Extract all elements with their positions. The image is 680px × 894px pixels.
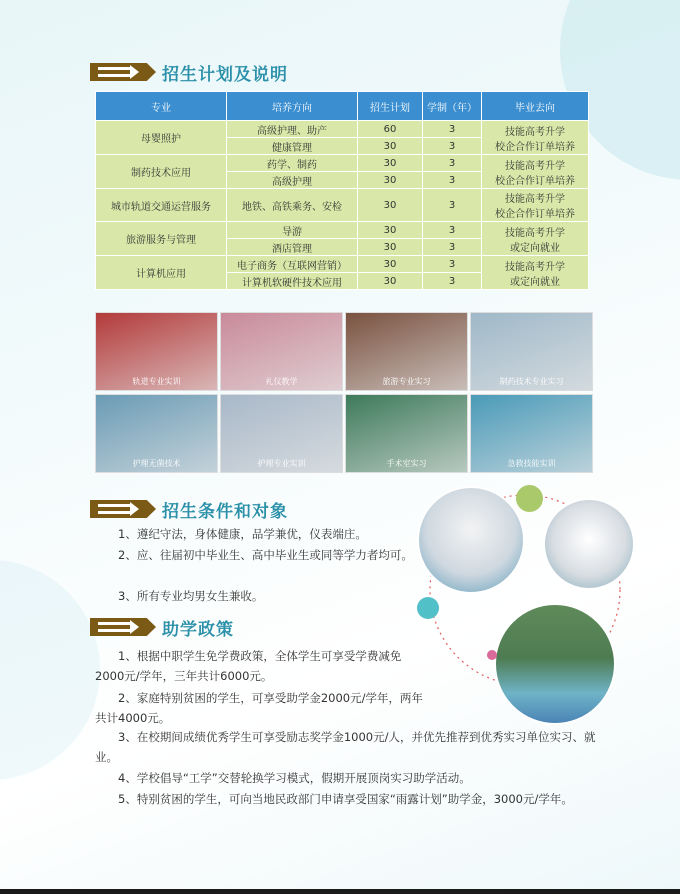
years-cell: 3 <box>423 239 482 256</box>
plan-cell: 30 <box>358 189 423 222</box>
conditions-section-header <box>90 498 288 520</box>
years-cell: 3 <box>423 222 482 239</box>
column-header: 专业 <box>96 92 227 121</box>
years-cell: 3 <box>423 172 482 189</box>
photo-caption: 轨道专业实训 <box>132 377 181 386</box>
destination-line: 校企合作订单培养 <box>495 209 575 220</box>
direction-cell: 电子商务（互联网营销） <box>227 256 358 273</box>
years-cell: 3 <box>423 256 482 273</box>
photo-nursing-circle <box>417 486 525 594</box>
column-header: 招生计划 <box>358 92 423 121</box>
plan-cell: 30 <box>358 138 423 155</box>
direction-cell: 高级护理 <box>227 172 358 189</box>
plan-cell: 30 <box>358 155 423 172</box>
condition-item: 1、遵纪守法，身体健康，品学兼优，仪表端庄。 <box>118 527 367 541</box>
years-cell: 3 <box>423 121 482 138</box>
destination-line: 校企合作订单培养 <box>495 175 575 187</box>
direction-cell: 计算机软硬件技术应用 <box>227 273 358 290</box>
table-row <box>96 189 589 222</box>
photo-aseptic <box>95 394 218 473</box>
table-row <box>96 222 589 239</box>
plan-section-title: 招生计划及说明 <box>162 64 288 85</box>
destination-line: 或定向就业 <box>510 242 560 254</box>
plan-cell: 30 <box>358 172 423 189</box>
aid-item: 2、家庭特别贫困的学生，可享受助学金2000元/学年，两年共计4000元。 <box>95 691 423 725</box>
photo-caption: 礼仪教学 <box>265 377 298 386</box>
photo-tourism <box>345 312 468 391</box>
years-cell: 3 <box>423 155 482 172</box>
photo-nursing <box>220 394 343 473</box>
teal-dot-decoration <box>417 597 439 619</box>
aid-section-header <box>90 616 234 638</box>
direction-cell: 地铁、高铁乘务、安检 <box>227 189 358 222</box>
photo-sports-circle <box>494 603 616 725</box>
plan-cell: 30 <box>358 273 423 290</box>
aid-item: 4、学校倡导“工学”交替轮换学习模式，假期开展顶岗实习助学活动。 <box>118 771 471 785</box>
destination-cell <box>482 121 589 155</box>
table-header-row <box>96 92 589 121</box>
plan-cell: 60 <box>358 121 423 138</box>
years-cell: 3 <box>423 189 482 222</box>
photo-pharma <box>470 312 593 391</box>
pink-dot-decoration <box>487 650 497 660</box>
bottom-bar <box>0 889 680 894</box>
photo-etiquette <box>220 312 343 391</box>
photo-rail-training <box>95 312 218 391</box>
destination-line: 校企合作订单培养 <box>495 141 575 153</box>
destination-line: 技能高考升学 <box>505 261 565 273</box>
destination-line: 技能高考升学 <box>505 194 565 205</box>
photo-nurses-circle <box>543 498 635 590</box>
aid-item: 1、根据中职学生免学费政策，全体学生可享受学费减免2000元/学年，三年共计6000元。 <box>95 649 402 683</box>
column-header: 毕业去向 <box>482 92 589 121</box>
destination-cell <box>482 222 589 256</box>
major-cell: 旅游服务与管理 <box>96 222 227 256</box>
plan-cell: 30 <box>358 256 423 273</box>
destination-line: 技能高考升学 <box>505 160 565 172</box>
years-cell: 3 <box>423 138 482 155</box>
direction-cell: 健康管理 <box>227 138 358 155</box>
table-row <box>96 121 589 138</box>
photo-caption: 旅游专业实习 <box>382 377 431 386</box>
direction-cell: 导游 <box>227 222 358 239</box>
aid-item: 5、特别贫困的学生，可向当地民政部门申请享受国家“雨露计划”助学金，3000元/学年。 <box>118 792 573 806</box>
destination-line: 技能高考升学 <box>505 126 565 138</box>
arrow-icon <box>90 618 156 636</box>
major-cell: 母婴照护 <box>96 121 227 155</box>
plan-cell: 30 <box>358 222 423 239</box>
background-decoration <box>0 560 100 780</box>
direction-cell: 酒店管理 <box>227 239 358 256</box>
plan-section-header <box>90 61 288 83</box>
major-cell: 计算机应用 <box>96 256 227 290</box>
major-cell: 制药技术应用 <box>96 155 227 189</box>
arrow-icon <box>90 500 156 518</box>
destination-line: 或定向就业 <box>510 276 560 288</box>
enrollment-plan-table <box>95 91 589 290</box>
destination-cell <box>482 256 589 290</box>
condition-item: 2、应、往届初中毕业生、高中毕业生或同等学力者均可。 <box>118 548 413 562</box>
photo-first-aid <box>470 394 593 473</box>
major-cell: 城市轨道交通运营服务 <box>96 189 227 222</box>
photo-caption: 护理专业实训 <box>257 459 306 468</box>
aid-item: 3、在校期间成绩优秀学生可享受励志奖学金1000元/人，并优先推荐到优秀实习单位实习、就业。 <box>95 730 596 764</box>
table-row <box>96 155 589 172</box>
aid-section-title: 助学政策 <box>162 619 234 640</box>
photo-caption: 手术室实习 <box>386 459 427 468</box>
column-header: 培养方向 <box>227 92 358 121</box>
years-cell: 3 <box>423 273 482 290</box>
conditions-section-title: 招生条件和对象 <box>162 501 288 522</box>
photo-caption: 制药技术专业实习 <box>499 377 564 386</box>
photo-surgery <box>345 394 468 473</box>
destination-line: 技能高考升学 <box>505 227 565 239</box>
arrow-icon <box>90 63 156 81</box>
condition-item: 3、所有专业均男女生兼收。 <box>118 589 264 603</box>
green-dot-decoration <box>516 485 543 512</box>
direction-cell: 药学、制药 <box>227 155 358 172</box>
destination-cell <box>482 155 589 189</box>
photo-caption: 急救技能实训 <box>507 459 556 468</box>
destination-cell <box>482 189 589 222</box>
table-row <box>96 256 589 273</box>
plan-cell: 30 <box>358 239 423 256</box>
column-header: 学制（年） <box>423 92 482 121</box>
photo-caption: 护理无菌技术 <box>132 459 181 468</box>
direction-cell: 高级护理、助产 <box>227 121 358 138</box>
